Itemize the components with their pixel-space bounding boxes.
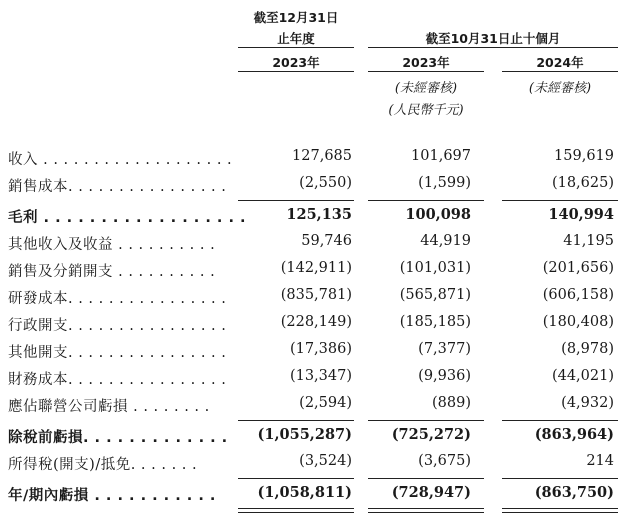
subtotal-rule-col1 xyxy=(238,200,354,201)
row-value-10m2023: (1,599) xyxy=(418,175,471,191)
row-label: 除稅前虧損. . . . . . . . . . . . . xyxy=(8,430,228,446)
row-value-10m2023: (9,936) xyxy=(418,368,471,384)
row-label: 所得稅(開支)/抵免. . . . . . . xyxy=(8,457,198,473)
year-rule-col1 xyxy=(238,71,354,72)
row-value-10m2024: (4,932) xyxy=(561,395,614,411)
header-rule-group2 xyxy=(368,47,618,48)
row-value-10m2024: (180,408) xyxy=(542,314,614,330)
net-rule-col2 xyxy=(368,478,484,479)
table-row-gross-profit xyxy=(0,206,625,233)
row-value-10m2023: (185,185) xyxy=(399,314,471,330)
row-label: 行政開支. . . . . . . . . . . . . . . . xyxy=(8,318,227,334)
total-double-rule-col2 xyxy=(368,508,484,513)
unaudited-col3: (未經審核) xyxy=(528,81,592,96)
row-value-10m2023: 101,697 xyxy=(411,148,471,164)
row-value-10m2024: 159,619 xyxy=(554,148,614,164)
subtotal-rule-col2 xyxy=(368,200,484,201)
row-value-10m2024: (201,656) xyxy=(542,260,614,276)
row-value-fy2023: (1,055,287) xyxy=(257,426,352,443)
row-value-fy2023: (13,347) xyxy=(289,368,352,384)
row-value-10m2023: (725,272) xyxy=(391,426,471,443)
row-value-10m2023: 100,098 xyxy=(405,206,471,223)
row-value-10m2023: (565,871) xyxy=(399,287,471,303)
table-row-loss-for-period xyxy=(0,484,625,511)
row-value-fy2023: (2,594) xyxy=(299,395,352,411)
table-row-share-of-associate-losses xyxy=(0,395,625,422)
row-value-10m2023: (889) xyxy=(432,395,471,411)
row-value-10m2024: (606,158) xyxy=(542,287,614,303)
subtotal-rule-col3 xyxy=(502,200,618,201)
row-label: 其他收入及收益 . . . . . . . . . . xyxy=(8,237,216,253)
header-year-col2: 2023年 xyxy=(402,55,450,70)
table-row-income-tax xyxy=(0,453,625,480)
table-row-selling-expenses xyxy=(0,260,625,287)
row-value-10m2024: (863,750) xyxy=(534,484,614,501)
row-label: 毛利 . . . . . . . . . . . . . . . . . . xyxy=(8,210,247,226)
pretax-rule-col3 xyxy=(502,420,618,421)
row-value-10m2024: 41,195 xyxy=(563,233,614,249)
year-rule-col3 xyxy=(502,71,618,72)
row-value-10m2024: (863,964) xyxy=(534,426,614,443)
row-value-fy2023: (228,149) xyxy=(280,314,352,330)
header-year-col1: 2023年 xyxy=(272,55,320,70)
unit-label: (人民幣千元) xyxy=(388,103,464,118)
row-value-10m2023: 44,919 xyxy=(420,233,471,249)
pretax-rule-col2 xyxy=(368,420,484,421)
pretax-rule-col1 xyxy=(238,420,354,421)
header-period-ten-months: 截至10月31日止十個月 xyxy=(425,31,561,46)
table-row-loss-before-tax xyxy=(0,426,625,453)
row-value-fy2023: 59,746 xyxy=(301,233,352,249)
year-rule-col2 xyxy=(368,71,484,72)
row-value-fy2023: (17,386) xyxy=(289,341,352,357)
row-value-fy2023: 125,135 xyxy=(286,206,352,223)
row-value-10m2023: (728,947) xyxy=(391,484,471,501)
table-row-revenue xyxy=(0,148,625,175)
table-row-other-expenses xyxy=(0,341,625,368)
row-value-fy2023: 127,685 xyxy=(292,148,352,164)
row-label: 銷售及分銷開支 . . . . . . . . . . xyxy=(8,264,216,280)
row-value-fy2023: (1,058,811) xyxy=(257,484,352,501)
row-label: 年/期內虧損 . . . . . . . . . . . xyxy=(8,488,216,504)
header-rule-col1 xyxy=(238,47,354,48)
row-value-10m2024: (8,978) xyxy=(561,341,614,357)
row-value-10m2023: (3,675) xyxy=(418,453,471,469)
row-value-10m2024: 140,994 xyxy=(548,206,614,223)
row-value-fy2023: (3,524) xyxy=(299,453,352,469)
row-label: 應佔聯營公司虧損 . . . . . . . . xyxy=(8,399,210,415)
total-double-rule-col1 xyxy=(238,508,354,513)
row-label: 研發成本. . . . . . . . . . . . . . . . xyxy=(8,291,227,307)
header-year-col3: 2024年 xyxy=(536,55,584,70)
row-label: 收入 . . . . . . . . . . . . . . . . . . . xyxy=(8,152,233,168)
row-label: 銷售成本. . . . . . . . . . . . . . . . xyxy=(8,179,227,195)
table-row-admin-expenses xyxy=(0,314,625,341)
row-value-10m2024: (44,021) xyxy=(551,368,614,384)
row-value-fy2023: (2,550) xyxy=(299,175,352,191)
header-period-year-line1: 截至12月31日 xyxy=(253,10,339,25)
table-row-cost-of-sales xyxy=(0,175,625,202)
row-value-10m2024: 214 xyxy=(586,453,614,469)
row-label: 其他開支. . . . . . . . . . . . . . . . xyxy=(8,345,227,361)
unaudited-col2: (未經審核) xyxy=(394,81,458,96)
table-row-finance-costs xyxy=(0,368,625,395)
row-value-10m2023: (101,031) xyxy=(399,260,471,276)
net-rule-col1 xyxy=(238,478,354,479)
total-double-rule-col3 xyxy=(502,508,618,513)
row-label: 財務成本. . . . . . . . . . . . . . . . xyxy=(8,372,227,388)
row-value-10m2023: (7,377) xyxy=(418,341,471,357)
net-rule-col3 xyxy=(502,478,618,479)
header-period-year-line2: 止年度 xyxy=(277,31,315,46)
row-value-fy2023: (835,781) xyxy=(280,287,352,303)
row-value-10m2024: (18,625) xyxy=(551,175,614,191)
row-value-fy2023: (142,911) xyxy=(280,260,352,276)
table-row-other-income xyxy=(0,233,625,260)
table-row-rnd-costs xyxy=(0,287,625,314)
